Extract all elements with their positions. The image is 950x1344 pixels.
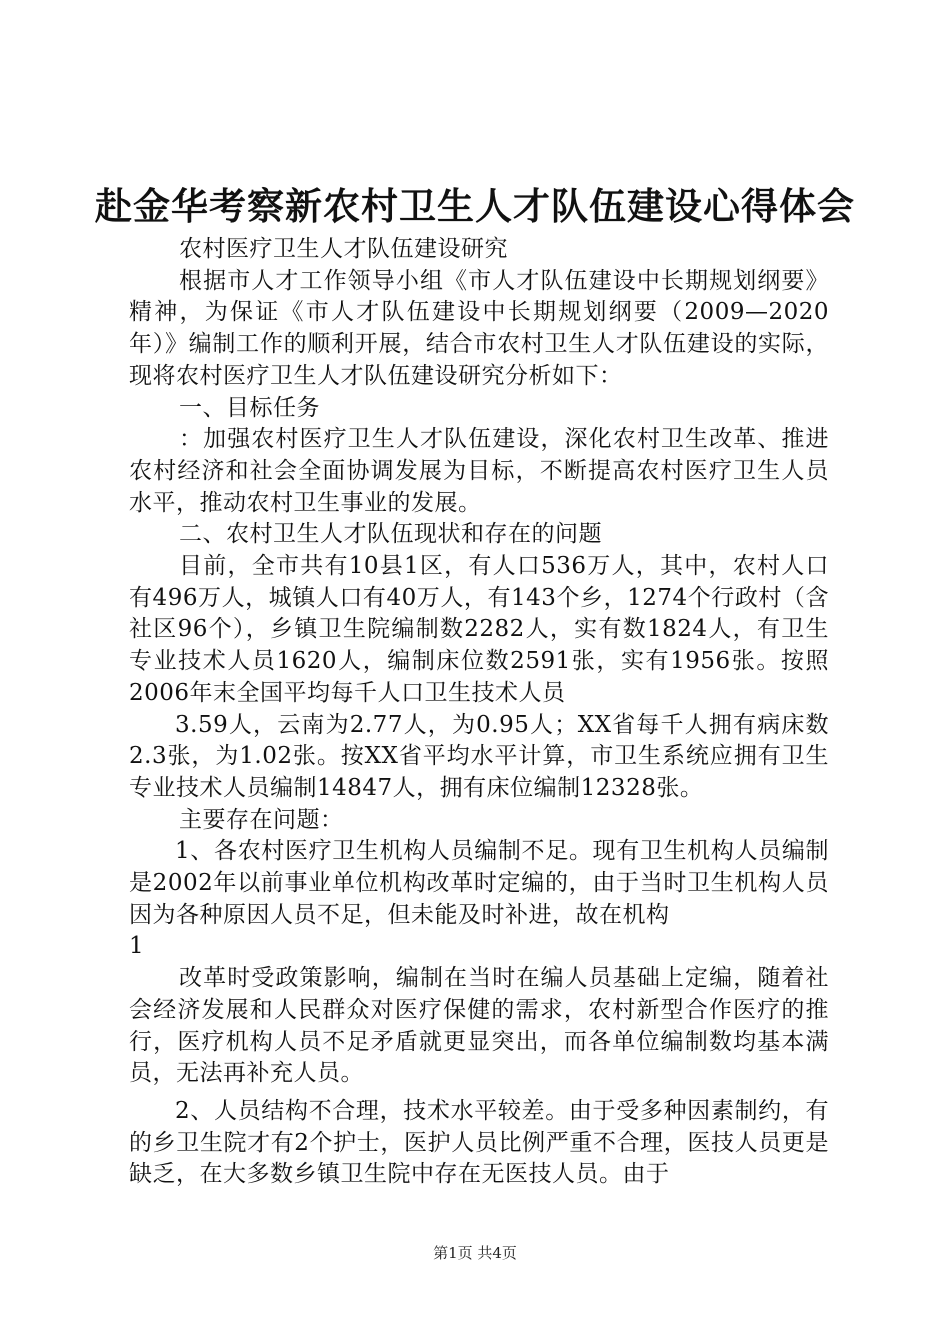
paragraph-intro: 根据市人才工作领导小组《市人才队伍建设中长期规划纲要》精神，为保证《市人才队伍建设中长期规划纲要（2009—2020年）》编制工作的顺利开展，结合市农村卫生人才队伍建设的实际，现将农村医疗卫生人才队伍建设研究分析如下： [129,267,829,389]
paragraph-subtitle: 农村医疗卫生人才队伍建设研究 [179,236,508,262]
heading-problems: 主要存在问题： [179,806,344,833]
heading-goals: 一、目标任务 [179,394,320,421]
paragraph-problem-2: 2、人员结构不合理，技术水平较差。由于受多种因素制约，有的乡卫生院才有2个护士，医护人员比例严重不合理，医技人员更是缺乏，在大多数乡镇卫生院中存在无医技人员。由于 [129,1097,829,1188]
document-body [129,234,829,1191]
paragraph-problem-1: 1、各农村医疗卫生机构人员编制不足。现有卫生机构人员编制是2002年以前事业单位机构改革时定编的，由于当时卫生机构人员因为各种原因人员不足，但未能及时补进，故在机构 [129,838,829,928]
paragraph-status: 目前，全市共有10县1区，有人口536万人，其中，农村人口有496万人，城镇人口有40万人，有143个乡，1274个行政村（含社区96个），乡镇卫生院编制数2282人，实有数1824人，有卫生专业技术人员1620人，编制床位数2591张，实有1956张。按照2006年末全国平均每千人口卫生技术人员 [129,553,829,706]
inline-page-number: 1 [129,933,145,960]
paragraph-statistics: 3.59人，云南为2.77人，为0.95人；XX省每千人拥有病床数2.3张，为1.02张。按XX省平均水平计算，市卫生系统应拥有卫生专业技术人员编制14847人，拥有床位编制12328张。 [129,711,829,801]
heading-status: 二、农村卫生人才队伍现状和存在的问题 [179,521,602,548]
document-title: 赴金华考察新农村卫生人才队伍建设心得体会 [95,185,855,228]
page-footer: 第1页 共4页 [433,1244,517,1262]
paragraph-goals: ：加强农村医疗卫生人才队伍建设，深化农村卫生改革、推进农村经济和社会全面协调发展为目标，不断提高农村医疗卫生人员水平，推动农村卫生事业的发展。 [129,426,829,516]
paragraph-problem-1-continued: 改革时受政策影响，编制在当时在编人员基础上定编，随着社会经济发展和人民群众对医疗保健的需求，农村新型合作医疗的推行，医疗机构人员不足矛盾就更显突出，而各单位编制数均基本满员，无法再补充人员。 [129,965,829,1087]
